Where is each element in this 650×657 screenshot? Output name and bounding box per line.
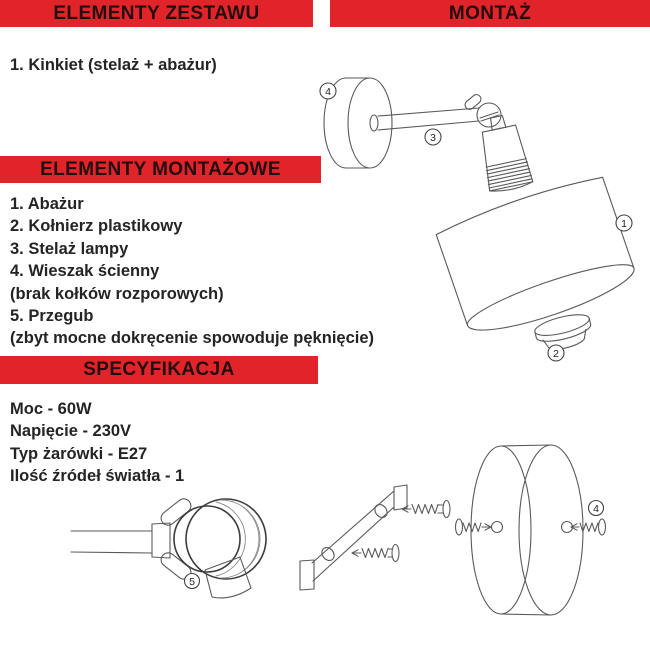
svg-text:1: 1 — [621, 217, 627, 230]
screw — [571, 519, 606, 535]
list-item-note: (zbyt mocne dokręcenie spowoduje pęknięcie) — [10, 329, 375, 348]
kit-item-kinkiet: 1. Kinkiet (stelaż + abażur) — [10, 56, 217, 74]
bulb-socket — [475, 112, 533, 194]
wall-bracket-screws-diagram — [300, 485, 450, 590]
plastic-collar — [533, 311, 595, 355]
svg-text:3: 3 — [430, 131, 436, 144]
list-item-note: (brak kołków rozporowych) — [10, 284, 224, 303]
header-specyfikacja: SPECYFIKACJA — [0, 356, 318, 384]
svg-text:4: 4 — [593, 502, 599, 515]
joint-closeup-diagram — [71, 496, 266, 598]
callout-shade — [616, 215, 632, 231]
list-item: 1. Abażur — [10, 195, 84, 213]
svg-text:4: 4 — [325, 85, 331, 98]
callout-joint — [185, 574, 200, 589]
spec-item-light-sources: Ilość źródeł światła - 1 — [10, 467, 185, 486]
header-montaz: MONTAŻ — [330, 0, 650, 27]
spec-item-voltage: Napięcie - 230V — [10, 422, 132, 441]
list-item: 3. Stelaż lampy — [10, 239, 129, 258]
lampshade — [434, 172, 639, 343]
screw — [456, 519, 492, 535]
callout-wall-mount — [320, 83, 336, 99]
exploded-lamp-diagram — [324, 78, 640, 354]
shade-ring-screws-diagram — [456, 445, 606, 615]
header-elementy-zestawu: ELEMENTY ZESTAWU — [0, 0, 313, 27]
screw — [352, 545, 399, 562]
spec-item-power: Moc - 60W — [10, 400, 92, 418]
header-elementy-montazowe: ELEMENTY MONTAŻOWE — [0, 156, 321, 183]
spec-item-bulb-type: Typ żarówki - E27 — [10, 444, 148, 463]
list-item: 4. Wieszak ścienny — [10, 262, 160, 281]
screw — [402, 501, 450, 518]
callout-ring — [589, 501, 604, 516]
callout-collar — [548, 345, 564, 361]
list-item: 2. Kołnierz plastikowy — [10, 217, 183, 236]
list-item: 5. Przegub — [10, 307, 94, 326]
callout-arm — [425, 129, 441, 145]
lamp-arm — [378, 108, 479, 130]
svg-text:5: 5 — [189, 575, 195, 588]
svg-text:2: 2 — [553, 347, 559, 360]
